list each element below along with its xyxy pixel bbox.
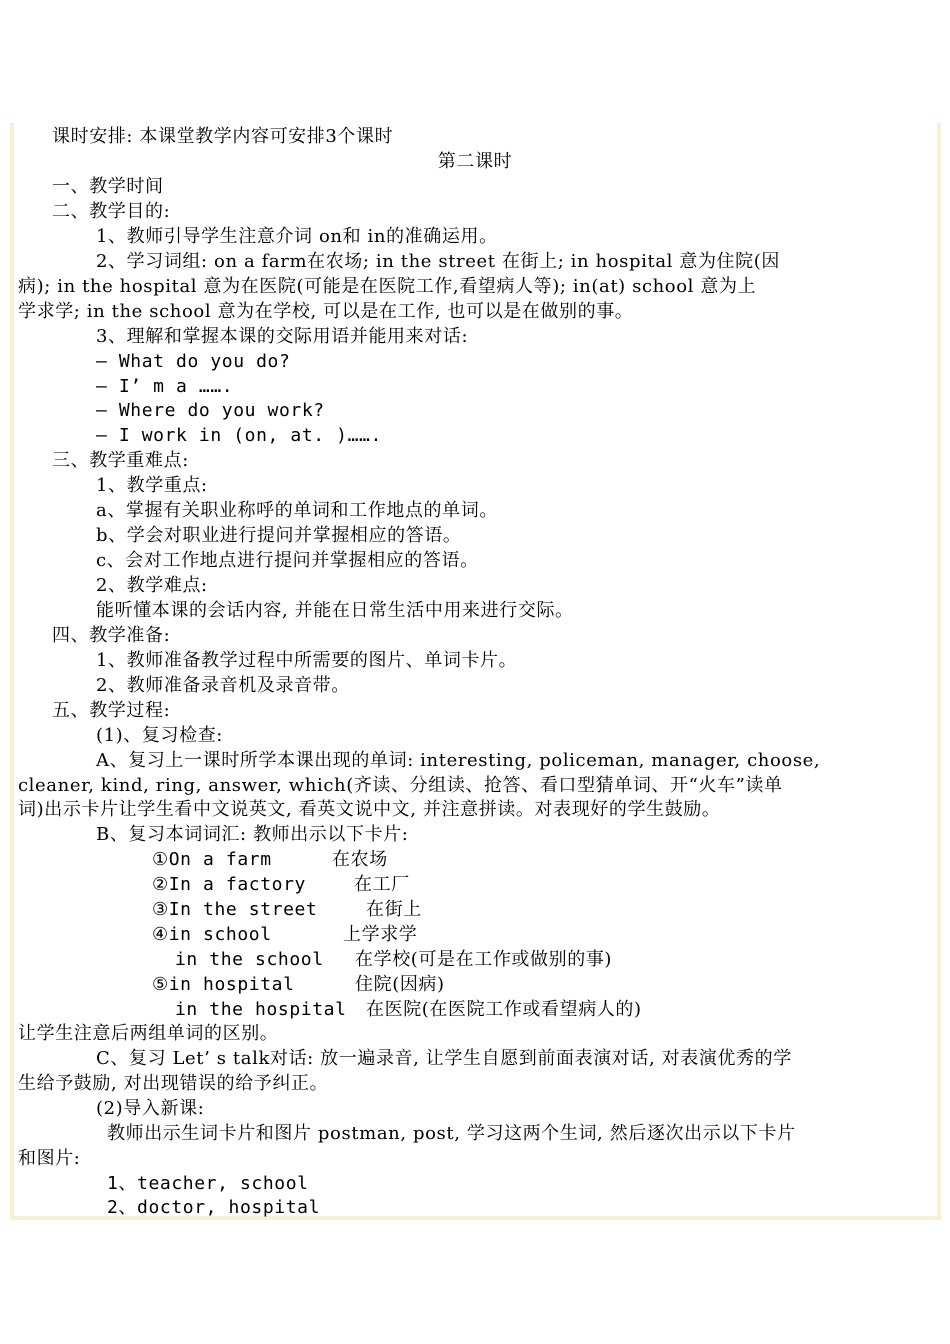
key-point: c、会对工作地点进行提问并掌握相应的答语。 [96,550,479,571]
step-paragraph: C、复习 Let’ s talk对话: 放一遍录音, 让学生自愿到前面表演对话, 对表演优秀的学 [96,1048,792,1069]
step-paragraph: 生给予鼓励, 对出现错误的给予纠正。 [18,1073,329,1094]
section-heading: 五、教学过程: [52,700,171,721]
card-meaning: 在街上 [366,899,422,920]
card-meaning: 在工厂 [354,874,410,895]
lesson-arrangement: 课时安排: 本课堂教学内容可安排3个课时 [52,126,394,147]
card-term: ⑤in hospital [152,974,295,995]
card-term: in the hospital [175,999,347,1020]
card-term: ①On a farm [152,849,272,870]
section-heading: 一、教学时间 [52,176,164,197]
step-paragraph: 词)出示卡片让学生看中文说英文, 看英文说中文, 并注意拼读。对表现好的学生鼓励。 [18,799,721,820]
card-meaning: 在学校(可是在工作或做别的事) [355,949,613,970]
dialog-line: — Where do you work? [96,400,325,421]
key-point: a、掌握有关职业称呼的单词和工作地点的单词。 [96,500,498,521]
step-paragraph: 和图片: [18,1148,81,1169]
section-heading: 三、教学重难点: [52,450,189,471]
note-text: 让学生注意后两组单词的区别。 [18,1023,279,1044]
card-term: ④in school [152,924,272,945]
card-meaning: 住院(因病) [355,974,445,995]
card-meaning: 在农场 [332,849,388,870]
step-paragraph: A、复习上一课时所学本课出现的单词: interesting, policeman, manager, choose, [96,750,821,771]
objective-item: 2、学习词组: on a farm在农场; in the street 在街上; in hospital 意为住院(因 [96,251,780,272]
preparation-item: 1、教师准备教学过程中所需要的图片、单词卡片。 [96,650,518,671]
list-item: 2、doctor, hospital [107,1197,321,1218]
dialog-line: — I’ m a ……. [96,376,234,397]
dialog-line: — What do you do? [96,351,291,372]
objective-continuation: 学求学; in the school 意为在学校, 可以是在工作, 也可以是在做别的事。 [18,301,634,322]
subsection-heading: 2、教学难点: [96,575,208,596]
dialog-line: — I work in (on, at. )……. [96,425,382,446]
step-heading: (2)导入新课: [96,1098,205,1119]
step-paragraph: B、复习本词词汇: 教师出示以下卡片: [96,824,409,845]
objective-continuation: 病); in the hospital 意为在医院(可能是在医院工作,看望病人等); in(at) school 意为上 [18,276,757,297]
step-heading: (1)、复习检查: [96,725,223,746]
step-paragraph: 教师出示生词卡片和图片 postman, post, 学习这两个生词, 然后逐次出示以下卡片 [107,1123,796,1144]
objective-item: 1、教师引导学生注意介词 on和 in的准确运用。 [96,226,498,247]
difficulty-text: 能听懂本课的会话内容, 并能在日常生活中用来进行交际。 [96,600,574,621]
card-term: in the school [175,949,324,970]
card-meaning: 上学求学 [343,924,418,945]
key-point: b、学会对职业进行提问并掌握相应的答语。 [96,525,462,546]
card-term: ③In the street [152,899,318,920]
list-item: 1、teacher, school [107,1173,309,1194]
step-paragraph: cleaner, kind, ring, answer, which(齐读、分组读、抢答、看口型猜单词、开“火车”读单 [18,775,783,796]
lesson-title: 第二课时 [437,151,513,172]
section-heading: 四、教学准备: [52,625,171,646]
section-heading: 二、教学目的: [52,201,171,222]
preparation-item: 2、教师准备录音机及录音带。 [96,675,350,696]
subsection-heading: 1、教学重点: [96,475,208,496]
objective-item: 3、理解和掌握本课的交际用语并能用来对话: [96,326,469,347]
card-meaning: 在医院(在医院工作或看望病人的) [366,999,642,1020]
card-term: ②In a factory [152,874,306,895]
